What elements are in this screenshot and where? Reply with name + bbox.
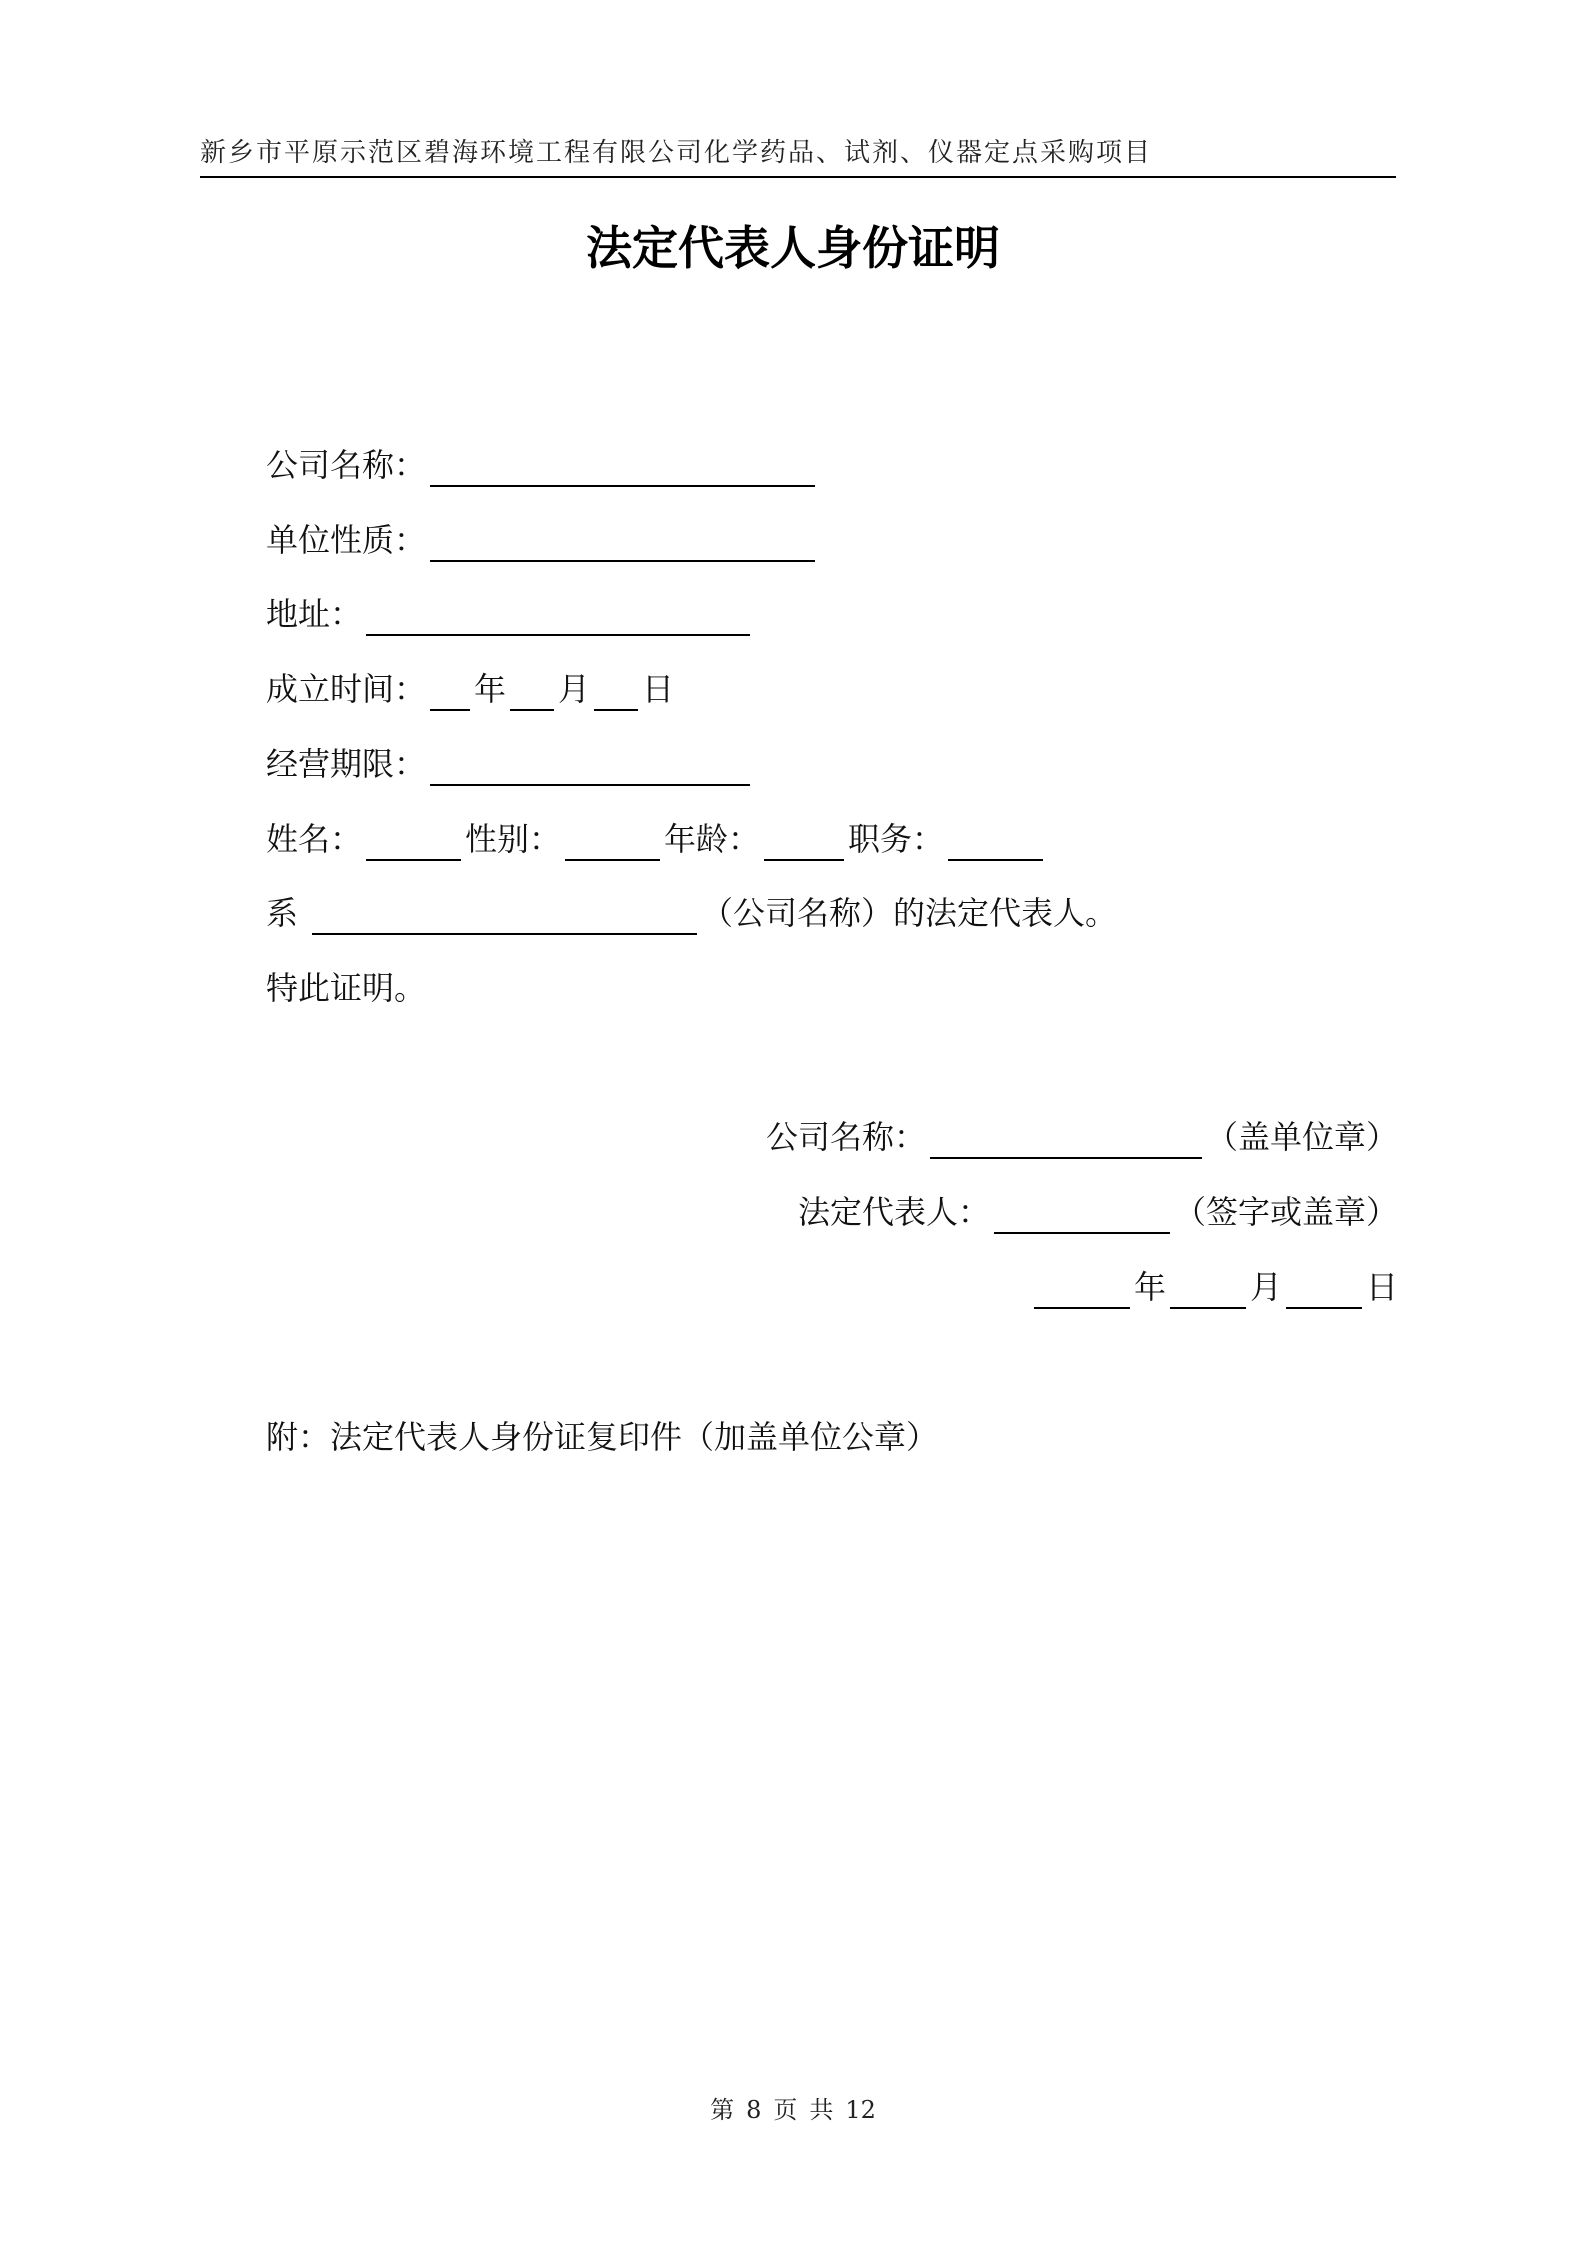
certify-row [266, 966, 426, 1010]
footer-page-unit: 页 [773, 2096, 798, 2124]
company-name-field[interactable] [430, 449, 815, 487]
company-name-row [266, 443, 819, 487]
sign-company-field[interactable] [930, 1121, 1202, 1159]
sign-rep-row [798, 1190, 1398, 1234]
established-month-field[interactable] [510, 673, 554, 711]
attachment-row [266, 1415, 938, 1459]
address-row [266, 592, 754, 636]
unit-nature-label: 单位性质： [266, 521, 427, 559]
sign-company-note: （盖单位章） [1206, 1118, 1399, 1156]
month-label: 月 [558, 670, 591, 708]
project-name: 新乡市平原示范区碧海环境工程有限公司化学药品、试剂、仪器定点采购项目 [200, 138, 1153, 168]
gender-label: 性别： [465, 820, 562, 858]
term-field[interactable] [430, 748, 750, 786]
sign-company-label: 公司名称： [766, 1118, 927, 1156]
name-field[interactable] [366, 823, 461, 861]
statement-company-field[interactable] [312, 897, 697, 935]
attachment-text: 附：法定代表人身份证复印件（加盖单位公章） [266, 1418, 939, 1456]
position-field[interactable] [948, 823, 1043, 861]
person-row [266, 817, 1047, 861]
unit-nature-row [266, 518, 819, 562]
established-day-field[interactable] [594, 673, 638, 711]
page-title: 法定代表人身份证明 [586, 221, 1000, 275]
year-label: 年 [474, 670, 507, 708]
sign-rep-field[interactable] [994, 1196, 1170, 1234]
sign-year-field[interactable] [1034, 1271, 1130, 1309]
sign-year-label: 年 [1134, 1268, 1167, 1306]
statement-suffix: （公司名称）的法定代表人。 [701, 894, 1118, 932]
page-header [200, 132, 1396, 178]
sign-company-row [766, 1115, 1398, 1159]
gender-field[interactable] [565, 823, 660, 861]
position-label: 职务： [848, 820, 945, 858]
sign-month-field[interactable] [1170, 1271, 1246, 1309]
company-name-label: 公司名称： [266, 446, 427, 484]
address-label: 地址： [266, 595, 363, 633]
sign-day-field[interactable] [1286, 1271, 1362, 1309]
sign-rep-label: 法定代表人： [798, 1193, 991, 1231]
established-year-field[interactable] [430, 673, 470, 711]
address-field[interactable] [366, 598, 750, 636]
term-label: 经营期限： [266, 745, 427, 783]
statement-prefix: 系 [266, 894, 299, 932]
footer-page-number: 8 [746, 2096, 762, 2124]
term-row [266, 742, 754, 786]
unit-nature-field[interactable] [430, 524, 815, 562]
footer-total-number: 12 [845, 2096, 876, 2124]
sign-month-label: 月 [1250, 1268, 1283, 1306]
sign-date-row [1034, 1265, 1398, 1309]
statement-row [266, 891, 1117, 935]
day-label: 日 [642, 670, 675, 708]
sign-rep-note: （签字或盖章） [1174, 1193, 1399, 1231]
established-label: 成立时间： [266, 670, 427, 708]
sign-day-label: 日 [1366, 1268, 1399, 1306]
certify-text: 特此证明。 [266, 969, 427, 1007]
age-field[interactable] [764, 823, 844, 861]
established-row [266, 667, 674, 711]
name-label: 姓名： [266, 820, 363, 858]
page-footer [0, 2090, 1586, 2125]
footer-total-word: 共 [809, 2096, 834, 2124]
footer-page-word: 第 [710, 2096, 735, 2124]
age-label: 年龄： [664, 820, 761, 858]
